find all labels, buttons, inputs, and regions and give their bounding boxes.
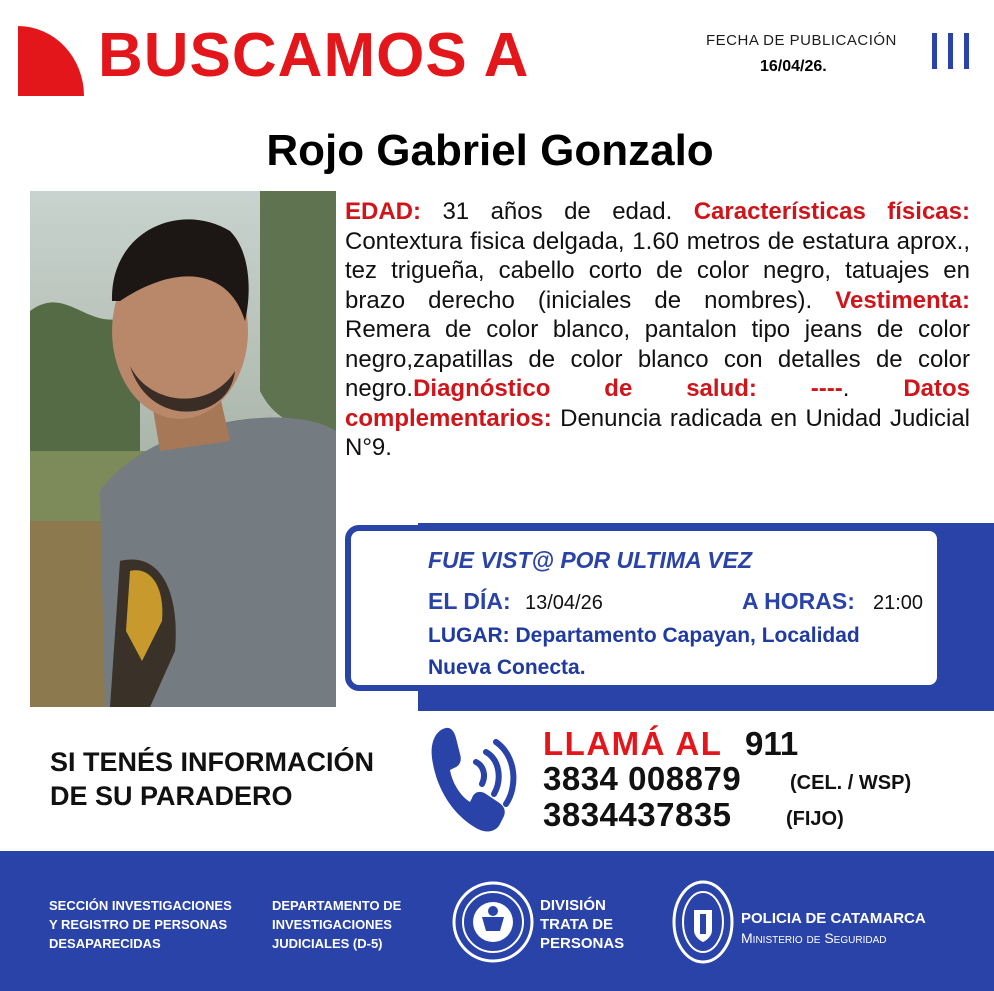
age-label: EDAD:	[345, 198, 421, 225]
last-seen-place: LUGAR: Departamento Capayan, Localidad Nueva Conecta.	[428, 624, 860, 679]
footer-section-name	[49, 896, 232, 953]
poster-title: BUSCAMOS A	[98, 21, 530, 90]
last-seen-day-value: 13/04/26	[525, 592, 603, 614]
health-value: .	[842, 375, 904, 402]
footer-division-line: PERSONAS	[540, 935, 625, 952]
last-seen-hour-value: 21:00	[873, 592, 924, 614]
emergency-number: 911	[745, 725, 799, 762]
division-seal-icon	[452, 881, 534, 963]
physical-features-label: Características físicas:	[693, 198, 970, 225]
footer-department-name	[272, 896, 401, 953]
footer-division-name	[540, 896, 624, 953]
footer-department-line: INVESTIGACIONES	[272, 917, 392, 932]
phone-icon	[428, 722, 518, 834]
clothing-value: Remera de color blanco, pantalon tipo jeans de color negro,zapatillas de color blanco con detalles de color negro.	[345, 316, 970, 402]
person-description	[345, 197, 970, 463]
landline-number-note: (FIJO)	[786, 808, 844, 830]
physical-features-value: Contextura fisica delgada, 1.60 metros de estatura aprox., tez trigueña, cabello corto de color negro, tatuajes en brazo derecho (iniciales de nombres).	[345, 227, 970, 314]
footer-division-line: TRATA DE	[540, 916, 614, 933]
mobile-number: 3834 008879	[543, 760, 742, 797]
missing-person-name: Rojo Gabriel Gonzalo	[266, 126, 714, 175]
red-corner-shape	[18, 26, 84, 96]
mobile-number-note: (CEL. / WSP)	[790, 772, 912, 794]
last-seen-title: FUE VIST@ POR ULTIMA VEZ	[428, 547, 752, 573]
last-seen-hour-label: A HORAS:	[742, 588, 855, 614]
person-photo	[30, 191, 336, 707]
landline-number: 3834437835	[543, 796, 732, 833]
decorative-bars-icon	[932, 33, 972, 69]
police-name: POLICIA DE CATAMARCA	[741, 910, 926, 927]
footer-department-line: DEPARTAMENTO DE	[272, 898, 402, 913]
police-badge-icon	[672, 880, 734, 964]
contact-prompt-line-2: DE SU PARADERO	[50, 781, 293, 811]
ministry-name: Ministerio de Seguridad	[741, 930, 887, 946]
age-value: 31 años de edad.	[421, 198, 694, 225]
extra-info-value: Denuncia radicada en Unidad Judicial N°9.	[345, 404, 970, 461]
footer-division-line: DIVISIÓN	[540, 897, 606, 914]
call-label: LLAMÁ AL	[543, 725, 723, 762]
footer-section-line: DESAPARECIDAS	[49, 936, 161, 951]
footer-section-line: SECCIÓN INVESTIGACIONES	[49, 898, 232, 913]
health-label: Diagnóstico de salud: ----	[413, 375, 843, 402]
extra-info-label: Datos complementarios:	[345, 375, 970, 432]
footer-section-line: Y REGISTRO DE PERSONAS	[49, 917, 228, 932]
publication-date: 16/04/26.	[760, 58, 827, 75]
publication-date-label: FECHA DE PUBLICACIÓN	[706, 32, 897, 49]
footer-department-line: JUDICIALES (D-5)	[272, 936, 383, 951]
last-seen-day-label: EL DÍA:	[428, 588, 511, 614]
contact-prompt-line-1: SI TENÉS INFORMACIÓN	[50, 747, 375, 777]
contact-prompt	[50, 745, 374, 813]
clothing-label: Vestimenta:	[835, 286, 970, 314]
